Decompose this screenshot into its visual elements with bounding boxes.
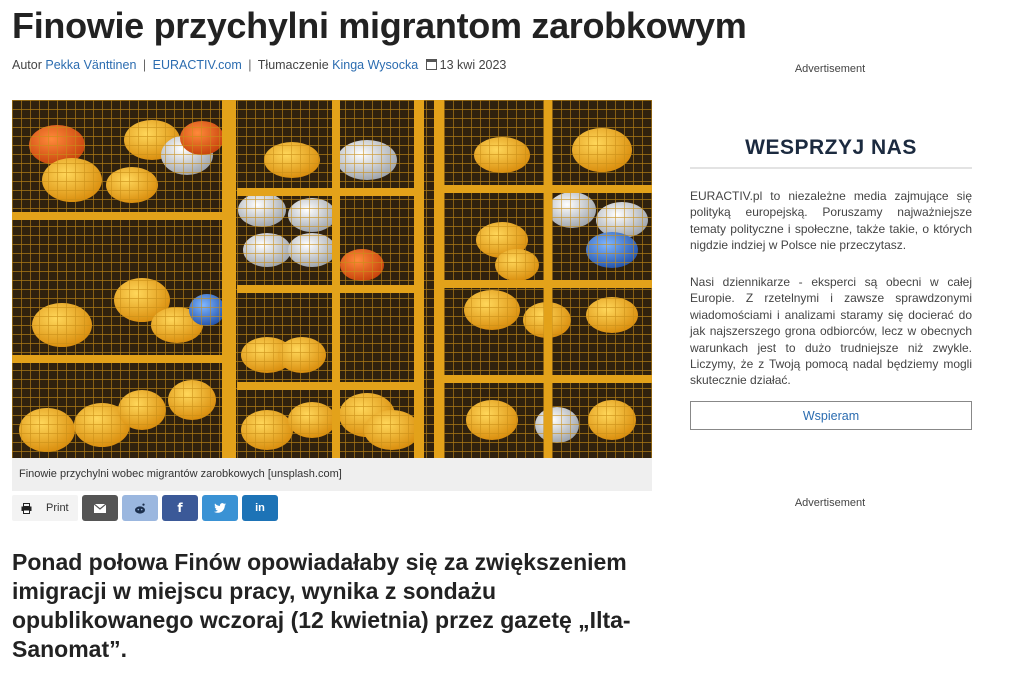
translation-prefix: Tłumaczenie: [257, 58, 329, 72]
advertisement-label-top: Advertisement: [794, 63, 866, 75]
article-hero-image: [12, 100, 652, 458]
article-lead: Ponad połowa Finów opowiadałaby się za zwiększeniem imigracji w miejscu pracy, wynika z sondażu opublikowanego wczoraj (12 kwietnia) przez gazetę „Ilta-Sanomat”.: [12, 549, 631, 662]
advertisement-label-bottom: Advertisement: [794, 497, 866, 509]
share-facebook-button[interactable]: [162, 495, 198, 521]
support-paragraph-2: Nasi dziennikarze - eksperci są obecni w całej Europie. Z rzetelnymi i zawsze sprawdzonymi wiadomościami i analizami staramy się docierać do jak najszerszego grona odbiorców, lecz w obecnych warunkach jest to dużo trudniejsze niż zwykle. Liczymy, że z Twoją pomocą nadal będziemy mogli skutecznie działać.: [690, 275, 972, 388]
envelope-icon: [94, 504, 106, 513]
article-title: Finowie przychylni migrantom zarobkowym: [12, 5, 747, 46]
twitter-icon: [214, 503, 226, 513]
share-bar: [12, 495, 278, 521]
outlet-link[interactable]: EURACTIV.com: [152, 58, 242, 72]
author-link[interactable]: Pekka Vänttinen: [45, 58, 137, 72]
support-button[interactable]: Wspieram: [690, 401, 972, 430]
reddit-icon: [134, 503, 146, 514]
share-reddit-button[interactable]: [122, 495, 158, 521]
byline-separator: |: [142, 58, 147, 72]
support-paragraph-1: EURACTIV.pl to niezależne media zajmujące się polityką europejską. Poruszamy najważniejsze tematy polityczne i społeczne, także takie, o których nigdzie indziej w Polsce nie przeczytasz.: [690, 189, 972, 253]
print-button[interactable]: [12, 495, 78, 521]
translator-link[interactable]: Kinga Wysocka: [332, 58, 419, 72]
calendar-icon: [426, 59, 437, 70]
printer-icon: [21, 503, 32, 514]
support-title: WESPRZYJ NAS: [745, 136, 917, 159]
share-linkedin-button[interactable]: [242, 495, 278, 521]
share-email-button[interactable]: [82, 495, 118, 521]
byline: [12, 58, 506, 72]
linkedin-icon: in: [255, 502, 265, 514]
author-prefix: Autor: [12, 58, 42, 72]
image-caption: Finowie przychylni wobec migrantów zarobkowych [unsplash.com]: [12, 458, 652, 491]
print-label: Print: [46, 502, 69, 514]
publish-date: 13 kwi 2023: [439, 58, 507, 72]
facebook-icon: f: [177, 501, 183, 515]
support-divider: [690, 167, 972, 169]
share-twitter-button[interactable]: [202, 495, 238, 521]
byline-separator: |: [248, 58, 252, 72]
